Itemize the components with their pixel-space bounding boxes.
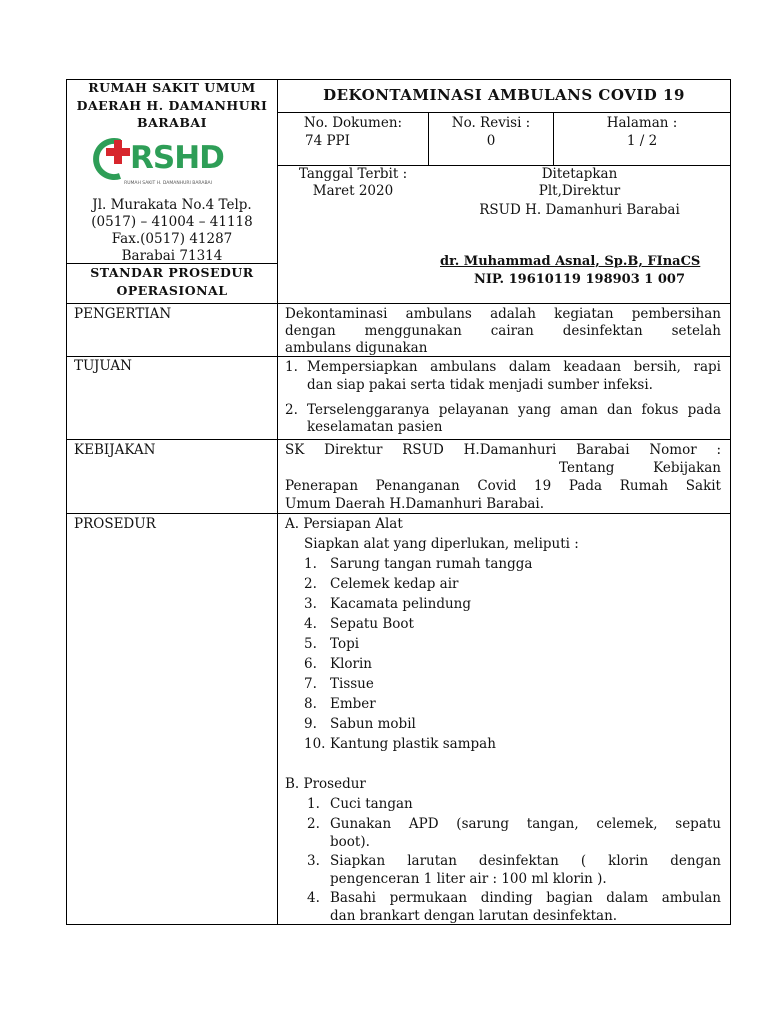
tool-item-number: 6. [304, 656, 317, 672]
page-value: 1 / 2 [626, 133, 658, 149]
kebijakan-line-1: SK Direktur RSUD H.Damanhuri Barabai Nomor : [285, 442, 721, 458]
approval-line-2: Plt,Direktur [538, 183, 621, 199]
step-line: Gunakan APD (sarung tangan, celemek, sepatu [330, 816, 721, 832]
tool-item-number: 5. [304, 636, 317, 652]
approval-line-1: Ditetapkan [541, 166, 618, 182]
step-number: 3. [307, 853, 320, 869]
issue-date-label: Tanggal Terbit : [298, 166, 408, 182]
tool-item-number: 9. [304, 716, 317, 732]
tool-item: Kacamata pelindung [330, 596, 471, 612]
address-line-1: Jl. Murakata No.4 Telp. [92, 197, 252, 213]
doc-no-label: No. Dokumen: [303, 115, 403, 131]
tujuan-item-1-line-1: Mempersiapkan ambulans dalam keadaan bersih, rapi [307, 359, 721, 375]
tujuan-item-2-line-1: Terselenggaranya pelayanan yang aman dan fokus pada [307, 402, 721, 418]
tool-item: Celemek kedap air [330, 576, 459, 592]
tujuan-item-2-number: 2. [285, 402, 298, 418]
issue-date-value: Maret 2020 [312, 183, 394, 199]
prosedur-b-heading: B. Prosedur [285, 776, 366, 792]
tool-item-number: 3. [304, 596, 317, 612]
prosedur-a-heading: A. Persiapan Alat [285, 516, 403, 532]
step-line: Basahi permukaan dinding bagian dalam ambulan [330, 890, 721, 906]
tool-item-number: 1. [304, 556, 317, 572]
sop-label-line-2: OPERASIONAL [116, 283, 228, 298]
tool-item-number: 10. [304, 736, 326, 752]
tool-item: Kantung plastik sampah [330, 736, 496, 752]
tool-item-number: 8. [304, 696, 317, 712]
tool-item-number: 7. [304, 676, 317, 692]
step-line: dan brankart dengan larutan desinfektan. [330, 908, 618, 924]
tool-item: Topi [330, 636, 360, 652]
tujuan-item-2-line-2: keselamatan pasien [307, 419, 443, 435]
tujuan-item-1-number: 1. [285, 359, 298, 375]
rshd-logo [92, 134, 242, 190]
prosedur-a-intro: Siapkan alat yang diperlukan, meliputi : [304, 536, 579, 552]
step-number: 1. [307, 796, 320, 812]
tool-item-number: 4. [304, 616, 317, 632]
step-line: Siapkan larutan desinfektan ( klorin dengan [330, 853, 721, 869]
logo-subtext: RUMAH SAKIT H. DAMANHURI BARABAI [124, 181, 212, 186]
tool-item: Ember [330, 696, 376, 712]
kebijakan-label: KEBIJAKAN [74, 442, 156, 458]
signer-nip: NIP. 19610119 198903 1 007 [473, 272, 686, 287]
revision-label: No. Revisi : [451, 115, 531, 131]
tool-item: Tissue [330, 676, 374, 692]
step-line: pengenceran 1 liter air : 100 ml klorin ). [330, 871, 607, 887]
hospital-name-line-2: DAERAH H. DAMANHURI [76, 98, 268, 113]
tool-item: Sepatu Boot [330, 616, 414, 632]
step-line: Cuci tangan [330, 796, 413, 812]
approval-line-3: RSUD H. Damanhuri Barabai [479, 202, 680, 218]
tool-item: Sarung tangan rumah tangga [330, 556, 533, 572]
step-number: 2. [307, 816, 320, 832]
kebijakan-line-2: Tentang Kebijakan [559, 460, 721, 476]
hospital-name-line-1: RUMAH SAKIT UMUM [88, 80, 256, 95]
prosedur-label: PROSEDUR [74, 516, 156, 532]
page-label: Halaman : [606, 115, 678, 131]
address-line-4: Barabai 71314 [121, 248, 223, 264]
tujuan-item-1-line-2: dan siap pakai serta tidak menjadi sumber infeksi. [307, 377, 653, 393]
address-line-3: Fax.(0517) 41287 [111, 231, 233, 247]
signer-name: dr. Muhammad Asnal, Sp.B, FInaCS [440, 254, 701, 269]
document-title: DEKONTAMINASI AMBULANS COVID 19 [323, 86, 685, 104]
pengertian-line-1: Dekontaminasi ambulans adalah kegiatan pembersihan [285, 306, 721, 322]
step-number: 4. [307, 890, 320, 906]
logo-text: RSHD [130, 140, 224, 176]
pengertian-line-3: ambulans digunakan [285, 340, 428, 356]
sop-label-line-1: STANDAR PROSEDUR [90, 265, 254, 280]
tujuan-label: TUJUAN [74, 358, 132, 374]
kebijakan-line-3: Penerapan Penanganan Covid 19 Pada Rumah Sakit [285, 478, 721, 494]
tool-item: Sabun mobil [330, 716, 416, 732]
kebijakan-line-4: Umum Daerah H.Damanhuri Barabai. [285, 496, 545, 512]
step-line: boot). [330, 834, 370, 850]
address-line-2: (0517) – 41004 – 41118 [91, 214, 253, 230]
pengertian-label: PENGERTIAN [74, 306, 172, 322]
doc-no-value: 74 PPI [305, 133, 350, 149]
tool-item-number: 2. [304, 576, 317, 592]
pengertian-line-2: dengan menggunakan cairan desinfektan setelah [285, 323, 721, 339]
hospital-name-line-3: BARABAI [137, 115, 207, 130]
tool-item: Klorin [330, 656, 372, 672]
revision-value: 0 [486, 133, 496, 149]
